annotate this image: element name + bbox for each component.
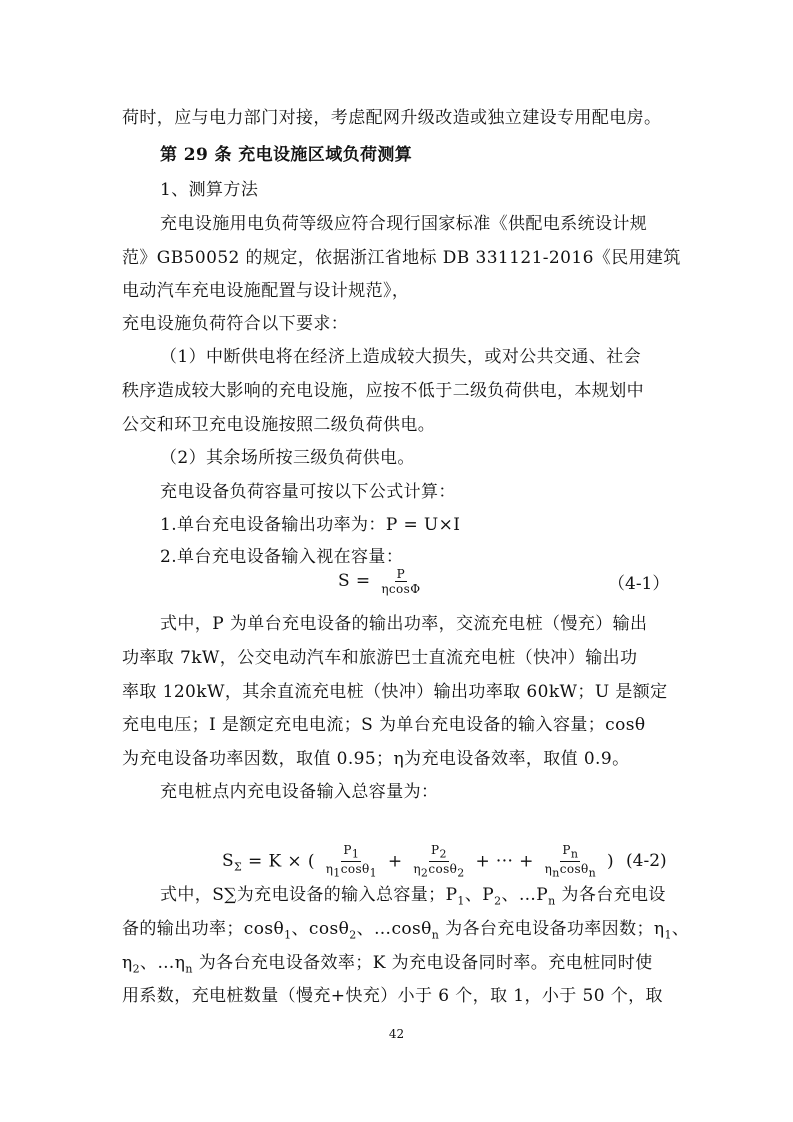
paragraph-line: 荷时，应与电力部门对接，考虑配网升级改造或独立建设专用配电房。 bbox=[122, 108, 662, 128]
eq1-fraction bbox=[379, 567, 422, 596]
paragraph-line: （2）其余场所按三级负荷供电。 bbox=[160, 448, 415, 468]
equation-4-2 bbox=[222, 843, 614, 881]
paragraph-line: 式中，S∑为充电设备的输入总容量；$P_1$、$P_2$、$\dots P_n$ 为各台充电设 bbox=[160, 885, 666, 908]
eq2-fraction-1: $\frac{P_1}{\eta_1\cos\theta_1}$ bbox=[325, 843, 378, 880]
eq2-ellipsis: + ··· + bbox=[475, 851, 534, 872]
paragraph-line: 范》GB50052 的规定，依据浙江省地标 DB 331121-2016《民用建筑 bbox=[122, 248, 681, 268]
equation-number: (4-2) bbox=[626, 851, 667, 871]
paragraph-line: 充电设备负荷容量可按以下公式计算： bbox=[160, 482, 456, 502]
eq1-numerator: P bbox=[396, 567, 406, 581]
paragraph-line: 充电桩点内充电设备输入总容量为： bbox=[160, 782, 439, 802]
eq2-lhs: $S_\Sigma$ bbox=[222, 851, 243, 874]
paragraph-line: 充电电压；I 是额定充电电流；S 为单台充电设备的输入容量；cosθ bbox=[122, 715, 646, 735]
paragraph-line: 充电设施负荷符合以下要求： bbox=[122, 314, 349, 334]
paragraph-line: 率取 120kW，其余直流充电桩（快冲）输出功率取 60kW；U 是额定 bbox=[122, 682, 668, 702]
paragraph-line: 为充电设备功率因数，取值 0.95；η为充电设备效率，取值 0.9。 bbox=[122, 749, 630, 769]
paragraph-line: 秩序造成较大影响的充电设施，应按不低于二级负荷供电，本规划中 bbox=[122, 381, 644, 401]
eq2-plus: + bbox=[387, 851, 403, 872]
paragraph-line: 功率取 7kW，公交电动汽车和旅游巴士直流充电桩（快冲）输出功 bbox=[122, 648, 638, 668]
paragraph-line: （1）中断供电将在经济上造成较大损失，或对公共交通、社会 bbox=[160, 347, 642, 367]
paragraph-line: $\eta_2$、$\dots\eta_n$ 为各台充电设备效率；K 为充电设备同时率。充电桩同时使 bbox=[122, 953, 653, 976]
eq1-lhs: S = bbox=[338, 571, 371, 591]
paragraph-line: 1.单台充电设备输出功率为：P = U×I bbox=[160, 515, 461, 535]
paragraph-line: 充电设施用电负荷等级应符合现行国家标准《供配电系统设计规 bbox=[160, 214, 648, 234]
eq1-denominator: ηcosΦ bbox=[381, 582, 421, 596]
paragraph-line: 2.单台充电设备输入视在容量： bbox=[160, 547, 404, 567]
paragraph-line: 备的输出功率；cosθ$_1$、cosθ$_2$、…cosθ$_n$ 为各台充电设备功率因数；$\eta_1$、 bbox=[122, 919, 690, 942]
section-heading: 第 29 条 充电设施区域负荷测算 bbox=[160, 145, 413, 165]
paragraph-line: 公交和环卫充电设施按照二级负荷供电。 bbox=[122, 415, 436, 435]
page-number: 42 bbox=[388, 1027, 405, 1041]
paragraph-line: 电动汽车充电设施配置与设计规范》， bbox=[122, 281, 410, 301]
paragraph-line: 式中，P 为单台充电设备的输出功率，交流充电桩（慢充）输出 bbox=[160, 614, 648, 634]
eq2-mid: = K × ( bbox=[248, 851, 315, 872]
subsection-title: 1、测算方法 bbox=[160, 180, 259, 200]
paragraph-line: 用系数，充电桩数量（慢充+快充）小于 6 个，取 1，小于 50 个，取 bbox=[122, 986, 663, 1006]
equation-4-1 bbox=[338, 567, 425, 596]
equation-number: （4-1） bbox=[608, 574, 670, 594]
eq2-close: ) bbox=[606, 851, 614, 872]
eq2-fraction-2: $\frac{P_2}{\eta_2\cos\theta_2}$ bbox=[413, 843, 465, 880]
eq2-fraction-n: $\frac{P_n}{\eta_n\cos\theta_n}$ bbox=[544, 843, 597, 880]
